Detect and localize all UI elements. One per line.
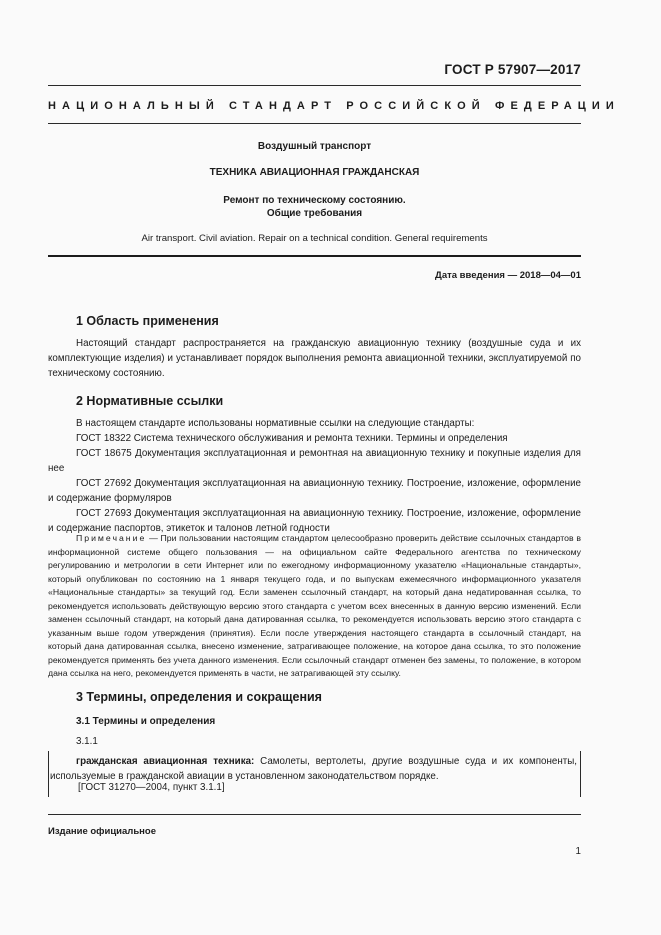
page-number: 1 <box>575 846 581 857</box>
term-definition <box>50 754 577 784</box>
title-english: Air transport. Civil aviation. Repair on a technical condition. General requirements <box>141 233 488 244</box>
section1-heading: 1 Область применения <box>76 314 219 328</box>
title-subtitle-line2: Общие требования <box>266 208 363 219</box>
reference-item: ГОСТ 27693 Документация эксплуатационная на авиационную технику. Построение, изложение, оформление и содержание паспортов, этикеток и талонов летной годности <box>48 508 581 534</box>
term-name: гражданская авиационная техника: <box>76 756 255 767</box>
section1-text: Настоящий стандарт распространяется на гражданскую авиационную технику (воздушные суда и их комплектующие изделия) и устанавливает порядок выполнения ремонта авиационной техники, эксплуатируемой по техническому состоянию. <box>48 338 581 379</box>
term-number: 3.1.1 <box>76 736 98 747</box>
section3-heading: 3 Термины, определения и сокращения <box>76 690 322 704</box>
note-label: Примечание <box>76 533 147 543</box>
section2-heading: 2 Нормативные ссылки <box>76 394 224 408</box>
title-subject: Воздушный транспорт <box>257 141 372 152</box>
reference-item: ГОСТ 18675 Документация эксплуатационная и ремонтная на авиационную технику и покупные изделия для нее <box>48 448 581 474</box>
section2-intro: В настоящем стандарте использованы нормативные ссылки на следующие стандарты: <box>76 418 475 429</box>
title-main: ТЕХНИКА АВИАЦИОННАЯ ГРАЖДАНСКАЯ <box>209 167 420 178</box>
title-subtitle-line1: Ремонт по техническому состоянию. <box>223 195 406 206</box>
national-standard-banner: НАЦИОНАЛЬНЫЙ СТАНДАРТ РОССИЙСКОЙ ФЕДЕРАЦИИ <box>48 100 620 112</box>
standard-code: ГОСТ Р 57907—2017 <box>444 62 581 77</box>
section2-note <box>48 532 581 681</box>
footer-rule <box>48 814 581 815</box>
banner-rule <box>48 123 581 124</box>
reference-item: ГОСТ 27692 Документация эксплуатационная на авиационную технику. Построение, изложение, оформление и содержание формуляров <box>48 478 581 504</box>
reference-item: ГОСТ 18322 Система технического обслуживания и ремонта техники. Термины и определения <box>76 433 508 444</box>
term-definition-text: Самолеты, вертолеты, другие воздушные суда и их компоненты, используемые в гражданской авиации в установленном законодательством порядке. <box>50 756 577 782</box>
official-edition-label: Издание официальное <box>48 826 156 837</box>
introduction-date: Дата введения — 2018—04—01 <box>435 270 581 281</box>
title-rule <box>48 255 581 257</box>
header-rule <box>48 85 581 86</box>
section3-subheading: 3.1 Термины и определения <box>76 716 216 727</box>
note-text: — При пользовании настоящим стандартом целесообразно проверить действие ссылочных стандартов в информационной системе общего пользования — на официальном сайте Федерального агентства по техническому регулированию и метрологии в сети Интернет или по ежегодному информационному указателю «Национальные стандарты», который опубликован по состоянию на 1 января текущего года, и по выпускам ежемесячного информационного указателя «Национальные стандарты» за текущий год. Если заменен ссылочный стандарт, на который дана недатированная ссылка, то рекомендуется использовать действующую версию этого стандарта с учетом всех внесенных в данную версию изменений. Если заменен ссылочный стандарт, на который дана датированная ссылка, то рекомендуется использовать версию этого стандарта с указанным выше годом утверждения (принятия). Если после утверждения настоящего стандарта в ссылочный стандарт, на который дана датированная ссылка, внесено изменение, затрагивающее положение, на которое дана ссылка, то это положение рекомендуется применять без учета данного изменения. Если ссылочный стандарт отменен без замены, то положение, в котором дана ссылка на него, рекомендуется применять в части, не затрагивающей эту ссылку. <box>48 533 581 678</box>
term-source: [ГОСТ 31270—2004, пункт 3.1.1] <box>78 782 225 793</box>
title-subtitle <box>48 194 581 220</box>
